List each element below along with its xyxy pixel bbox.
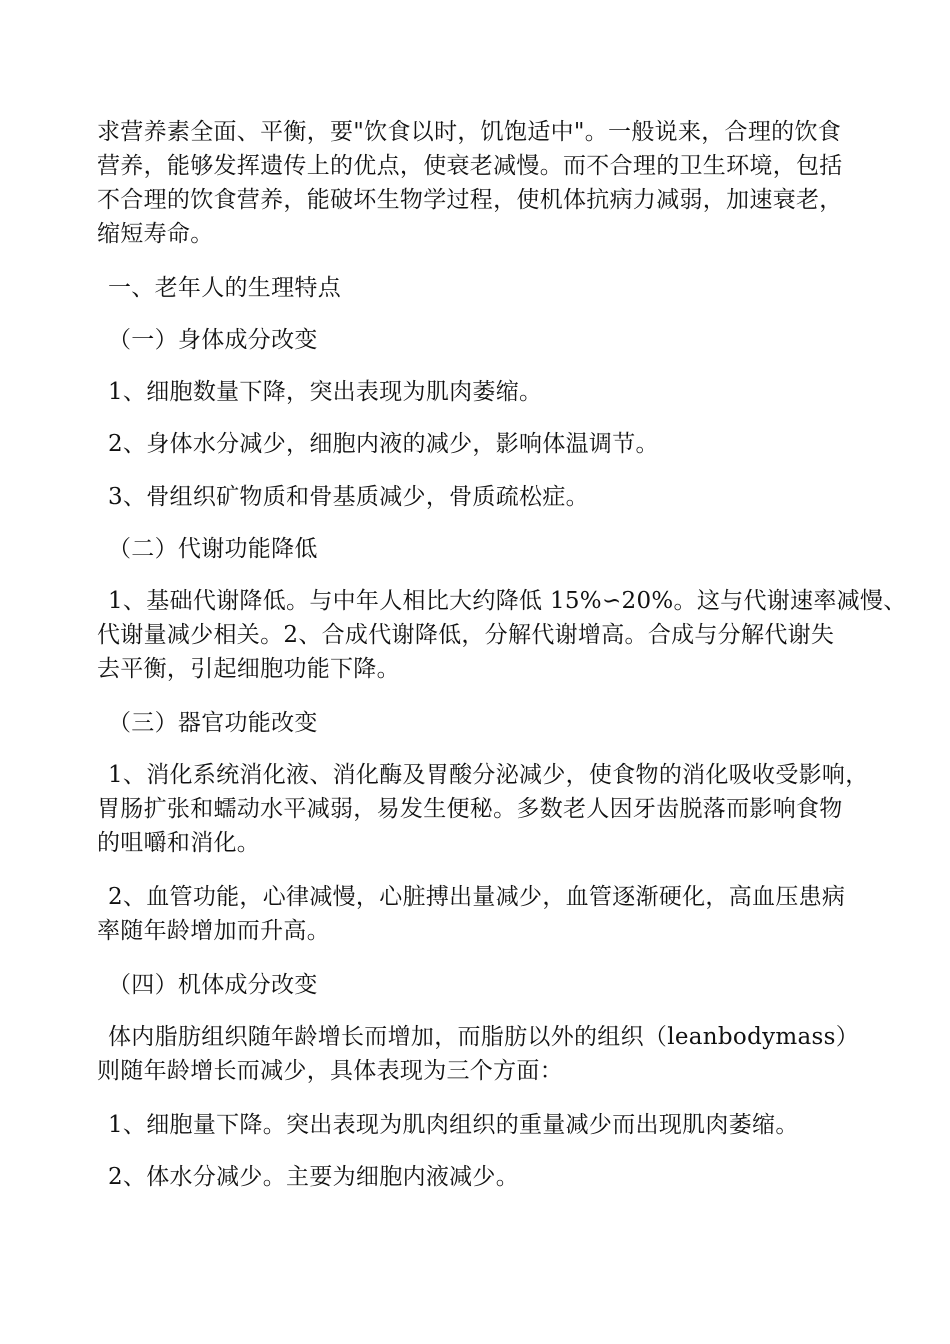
paragraph-line: 率随年龄增加而升高。 <box>97 918 330 944</box>
paragraph-line: 的咀嚼和消化。 <box>97 830 261 856</box>
list-item: 2、身体水分减少，细胞内液的减少，影响体温调节。 <box>108 431 659 457</box>
list-item: 2、体水分减少。主要为细胞内液减少。 <box>108 1164 520 1190</box>
paragraph-line: 不合理的饮食营养，能破坏生物学过程，使机体抗病力减弱，加速衰老， <box>97 187 843 213</box>
paragraph-line: 1、消化系统消化液、消化酶及胃酸分泌减少，使食物的消化吸收受影响， <box>108 762 869 788</box>
paragraph-line: 代谢量减少相关。2、合成代谢降低，分解代谢增高。合成与分解代谢失 <box>97 622 835 648</box>
subsection-heading: （二）代谢功能降低 <box>108 536 318 562</box>
list-item: 1、细胞数量下降，突出表现为肌肉萎缩。 <box>108 379 543 405</box>
section-heading: 一、老年人的生理特点 <box>108 275 341 301</box>
subsection-heading: （一）身体成分改变 <box>108 327 318 353</box>
subsection-heading: （三）器官功能改变 <box>108 710 318 736</box>
list-item: 3、骨组织矿物质和骨基质减少，骨质疏松症。 <box>108 484 589 510</box>
paragraph-line: 去平衡，引起细胞功能下降。 <box>97 656 400 682</box>
paragraph-line: 缩短寿命。 <box>97 221 214 247</box>
paragraph-line: 体内脂肪组织随年龄增长而增加，而脂肪以外的组织（leanbodymass） <box>108 1024 860 1050</box>
paragraph-line: 胃肠扩张和蠕动水平减弱，易发生便秘。多数老人因牙齿脱落而影响食物 <box>97 796 843 822</box>
paragraph-line: 营养，能够发挥遗传上的优点，使衰老减慢。而不合理的卫生环境，包括 <box>97 153 843 179</box>
paragraph-line: 1、基础代谢降低。与中年人相比大约降低 15%∽20%。这与代谢速率减慢、 <box>108 588 907 614</box>
list-item: 1、细胞量下降。突出表现为肌肉组织的重量减少而出现肌肉萎缩。 <box>108 1112 799 1138</box>
paragraph-line: 求营养素全面、平衡，要"饮食以时，饥饱适中"。一般说来，合理的饮食 <box>97 119 842 145</box>
paragraph-line: 2、血管功能，心律减慢，心脏搏出量减少，血管逐渐硬化，高血压患病 <box>108 884 846 910</box>
paragraph-line: 则随年龄增长而减少，具体表现为三个方面： <box>97 1058 563 1084</box>
subsection-heading: （四）机体成分改变 <box>108 972 318 998</box>
